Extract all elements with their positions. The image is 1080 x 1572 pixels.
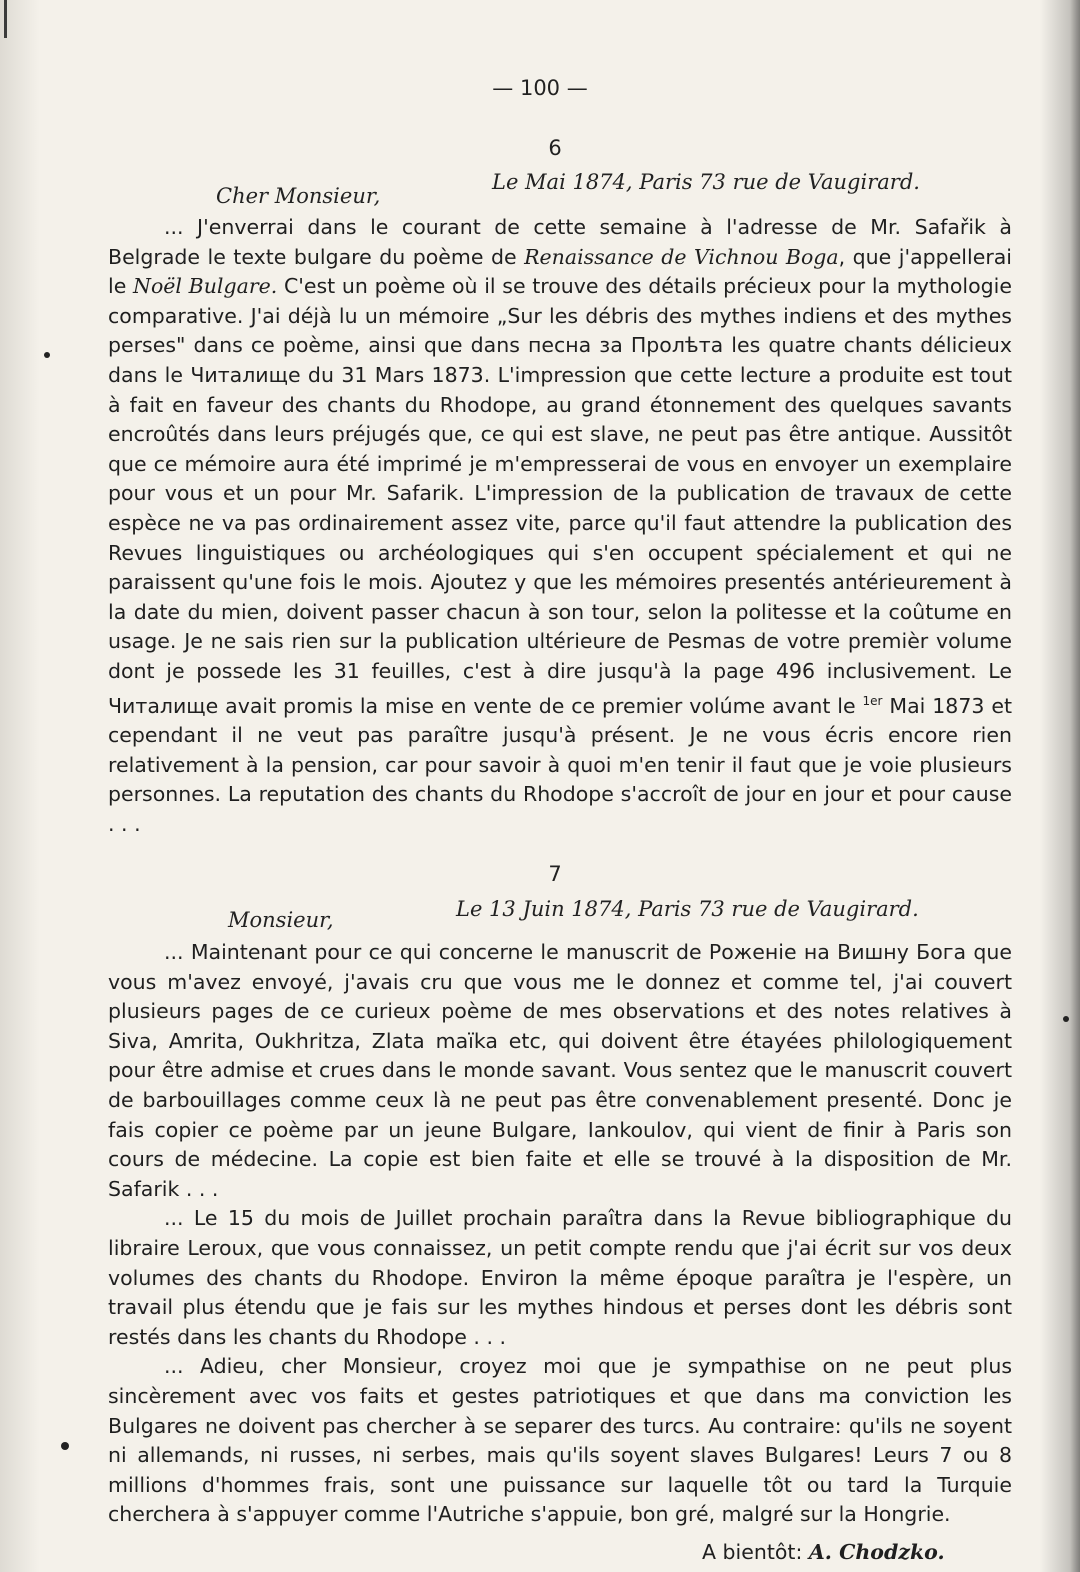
letter-6-body — [108, 213, 1012, 839]
poem-alt-title: Noël Bulgare. — [133, 274, 278, 299]
closing-line — [702, 1540, 945, 1564]
letter-6-salutation: Cher Monsieur, — [216, 184, 381, 208]
letter-6-text-b: , que j'appellerai le — [108, 244, 1012, 299]
closing-text: A bientôt: — [702, 1540, 809, 1564]
letter-7-salutation: Monsieur, — [228, 908, 334, 932]
scan-speck — [1063, 1016, 1069, 1022]
binding-edge-mark — [4, 0, 7, 38]
signature: A. Chodzko. — [808, 1540, 945, 1564]
scan-speck — [61, 1442, 69, 1450]
letter-6-text-c: C'est un poème où il se trouve des détails précieux pour la mythologie comparative. J'ai déjà lu un mémoire „Sur les débris des mythes indiens et des mythes perses" dans ce poème, ainsi que dans песна за Пролѣта les quatre chants délicieux dans le Читалище du 31 Mars 1873. L'impression que cette lecture a produite est tout à fait en faveur des chants du Rhodope, au grand étonnement des quelques savants encroûtés dans leurs préjugés que, ce qui est slave, ne peut pas être antique. Aussitôt que ce mémoire aura été imprimé je m'empresserai de vous en envoyer un exemplaire pour vous et un pour Mr. Safarik. L'impression de la publication de travaux de cette espèce ne va pas ordinairement assez vite, parce qu'il faut attendre la publication des Revues linguistiques ou archéologiques qui s'en occupent spécialement et qui ne paraissent qu'une fois le mois. Ajoutez y que les mémoires presentés antérieurement à la date du mien, doivent passer chacun à son tour, selon la politesse et la coûtume en usage. Je ne sais rien sur la publication ultérieure de Pesmas de votre premièr volume dont je possede les 31 feuilles, c'est à dire jusqu'à la page 496 inclusivement. Le Читалище avait promis la mise en vente de ce premier volúme avant le — [108, 274, 1012, 718]
letter-6-dateline: Le Mai 1874, Paris 73 rue de Vaugirard. — [492, 170, 920, 194]
letter-7-dateline: Le 13 Juin 1874, Paris 73 rue de Vaugirard. — [456, 897, 919, 921]
letter-6-text-a: ... J'enverrai dans le courant de cette semaine à l'adresse de Mr. Safařik à Belgrade le texte bulgare du poème de — [108, 215, 1012, 269]
superscript-er: 1er — [862, 693, 883, 708]
page-number: — 100 — — [492, 76, 588, 100]
letter-number-6: 6 — [548, 136, 562, 160]
poem-title: Renaissance de Vichnou Boga — [524, 244, 839, 269]
scan-speck — [44, 352, 50, 358]
letter-6-text-d: Mai 1873 et cependant il ne veut pas paraître jusqu'à présent. Je ne vous écris encore rien relativement à la pension, car pour savoir à quoi m'en tenir il faut que je voie plusieurs personnes. La reputation des chants du Rhodope s'accroît de jour en jour et pour cause . . . — [108, 693, 1012, 836]
letter-7-paragraph-2: ... Le 15 du mois de Juillet prochain paraîtra dans la Revue bibliographique du libraire Leroux, que vous connaissez, un petit compte rendu que j'ai écrit sur vos deux volumes des chants du Rhodope. Environ la même époque paraîtra je l'espère, un travail plus étendu que je fais sur les mythes hindous et perses dont les débris sont restés dans les chants du Rhodope . . . — [108, 1206, 1012, 1349]
letter-7-paragraph-1: ... Maintenant pour ce qui concerne le manuscrit de Роженіе на Вишну Бога que vous m'avez envoyé, j'avais cru que vous me le donnez et comme tel, j'ai couvert plusieurs pages de ce curieux poème de mes observations et des notes relatives à Siva, Amrita, Oukhritza, Zlata maïka etc, qui doivent être étayées philologiquement pour être admise et crues dans le monde savant. Vous sentez que le manuscrit couvert de barbouillages comme ceux là ne peut pas être convenablement presenté. Donc je fais copier ce poème par un jeune Bulgare, Iankoulov, qui vient de finir à Paris son cours de médecine. La copie est bien faite et elle se trouvé à la disposition de Mr. Safarik . . . — [108, 940, 1012, 1201]
letter-7-paragraph-3: ... Adieu, cher Monsieur, croyez moi que je sympathise on ne peut plus sincèrement avec vos faits et gestes patriotiques et que dans ma conviction les Bulgares ne doivent pas chercher à se separer des turcs. Au contraire: qu'ils ne soyent ni allemands, ni russes, ni serbes, mais qu'ils soyent slaves Bulgares! Leurs 7 ou 8 millions d'hommes frais, sont une puissance sur laquelle tôt ou tard la Turquie cherchera à s'appuyer comme l'Autriche s'appuie, bon gré, malgré sur la Hongrie. — [108, 1354, 1012, 1527]
letter-6-paragraph — [108, 213, 1012, 839]
page-shadow — [1070, 0, 1080, 1572]
letter-number-7: 7 — [548, 862, 562, 886]
letter-7-body — [108, 938, 1012, 1530]
